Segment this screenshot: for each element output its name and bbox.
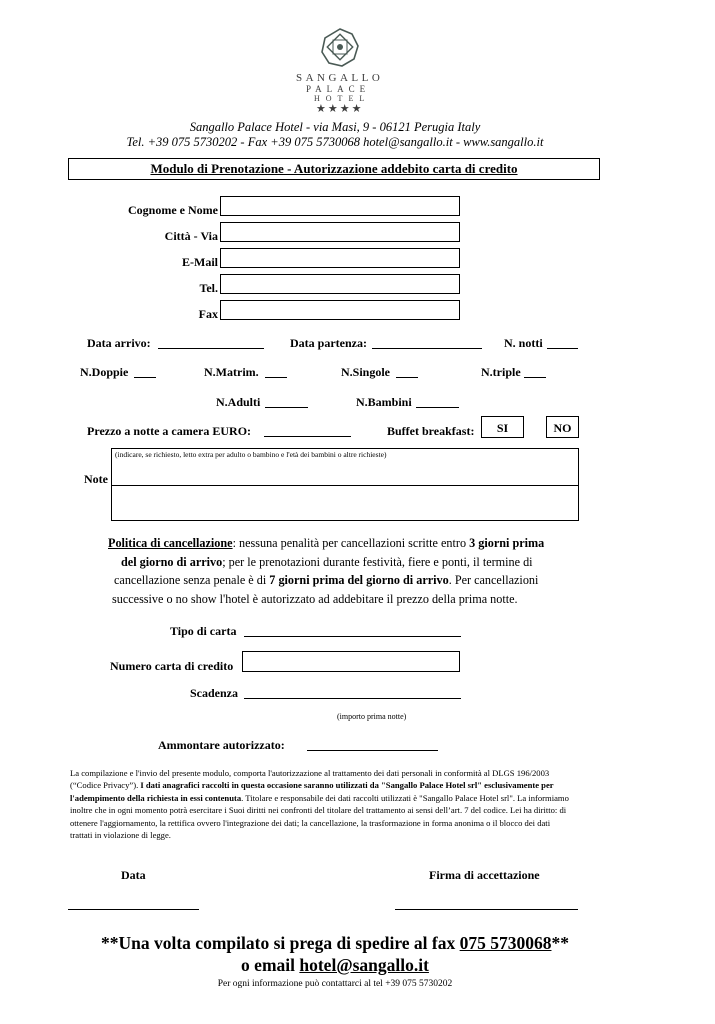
privacy-text-3b: . Titolare e responsabile dei dati raccolti utilizzati è "Sangallo Palace Hotel srl". La informiamo (241, 792, 569, 803)
expiry-label: Scadenza (190, 686, 238, 700)
doubles-field[interactable] (134, 377, 156, 378)
email-field[interactable] (220, 248, 460, 268)
form-title-box (68, 158, 600, 180)
policy-line-4 (108, 590, 578, 609)
buffet-no-option[interactable] (546, 416, 579, 438)
singles-label: N.Singole (341, 365, 391, 379)
tel-label: Tel. (199, 281, 218, 295)
policy-bold-1: 3 giorni prima (469, 536, 545, 550)
privacy-line-6: trattati in violazione di legge. (70, 830, 171, 841)
doubles-label: N.Doppie (80, 365, 129, 379)
card-type-field[interactable] (244, 636, 461, 637)
singles-field[interactable] (396, 377, 418, 378)
arrival-label: Data arrivo: (87, 336, 151, 350)
card-number-field[interactable] (242, 651, 460, 672)
arrival-field[interactable] (158, 348, 264, 349)
tel-field[interactable] (220, 274, 460, 294)
city-label: Città - Via (164, 229, 218, 243)
footer-fax-text: **Una volta compilato si prega di spedire al fax (101, 933, 460, 953)
footer-fax-stars: ** (551, 933, 569, 953)
departure-label: Data partenza: (290, 336, 367, 350)
children-label: N.Bambini (356, 395, 412, 409)
privacy-line-2 (70, 779, 610, 791)
buffet-label: Buffet breakfast: (387, 424, 475, 438)
amount-field[interactable] (307, 750, 438, 751)
nights-label: N. notti (504, 336, 543, 350)
date-field[interactable] (68, 909, 199, 910)
signature-label: Firma di accettazione (429, 868, 540, 882)
date-label: Data (121, 868, 146, 882)
policy-line-2 (108, 553, 578, 572)
privacy-line-3 (70, 792, 610, 804)
buffet-yes-label: SI (496, 421, 509, 435)
hotel-logo (296, 28, 390, 118)
policy-line-3 (108, 571, 578, 590)
price-label: Prezzo a notte a camera EURO: (87, 424, 252, 438)
footer-fax-line (0, 933, 670, 954)
email-label: E-Mail (182, 255, 218, 269)
city-field[interactable] (220, 222, 460, 242)
footer-email-link[interactable]: hotel@sangallo.it (299, 955, 429, 975)
departure-field[interactable] (372, 348, 482, 349)
privacy-notice (70, 767, 610, 841)
footer-email-text: o email (241, 955, 300, 975)
fax-label: Fax (198, 307, 218, 321)
hotel-address: Sangallo Palace Hotel - via Masi, 9 - 06121 Perugia Italy (189, 120, 481, 134)
notes-hint: (indicare, se richiesto, letto extra per adulto o bambino e l'età dei bambini o altre richieste) (115, 450, 387, 459)
policy-bold-2: del giorno di arrivo (121, 554, 223, 569)
nights-field[interactable] (547, 348, 578, 349)
privacy-line-4: inoltre che in ogni momento potrà esercitare i Suoi diritti nei confronti del titolare del trattamento ai sensi dell’art. 7 del codice. Lei ha diritto: di (70, 805, 567, 816)
notes-field[interactable] (111, 448, 579, 521)
children-field[interactable] (416, 407, 459, 408)
amount-hint: (importo prima notte) (337, 712, 407, 721)
policy-text-1: : nessuna penalità per cancellazioni scritte entro (232, 536, 470, 550)
amount-label: Ammontare autorizzato: (158, 738, 285, 752)
matrim-field[interactable] (265, 377, 287, 378)
privacy-text-2b: I dati anagrafici raccolti in questa occasione saranno utilizzati da "Sangallo Palace Hotel srl" esclusivamente per (140, 780, 554, 791)
matrim-label: N.Matrim. (204, 365, 259, 379)
expiry-field[interactable] (244, 698, 461, 699)
logo-palace-line: PALACE (306, 84, 371, 94)
privacy-text-2a: (“Codice Privacy”). (70, 780, 141, 791)
price-field[interactable] (264, 436, 351, 437)
fax-field[interactable] (220, 300, 460, 320)
buffet-yes-option[interactable] (481, 416, 524, 438)
policy-text-3: cancellazione senza penale è di (114, 573, 270, 587)
footer-contact: Per ogni informazione può contattarci al tel +39 075 5730202 (217, 979, 453, 989)
policy-text-4: . Per cancellazioni (448, 573, 539, 587)
adults-field[interactable] (265, 407, 308, 408)
privacy-line-1: La compilazione e l'invio del presente modulo, comporta l'autorizzazione al trattamento dei dati personali in conformità al DLGS 196/2003 (70, 768, 550, 778)
buffet-no-label: NO (553, 421, 572, 435)
policy-line-1 (108, 534, 578, 553)
policy-text-5: successive o no show l'hotel è autorizzato ad addebitare il prezzo della prima notte. (112, 591, 518, 606)
signature-field[interactable] (395, 909, 578, 910)
form-title: Modulo di Prenotazione - Autorizzazione addebito carta di credito (150, 161, 518, 176)
footer-email-line (0, 955, 670, 976)
triples-label: N.triple (481, 365, 521, 379)
card-number-label: Numero carta di credito (110, 659, 234, 673)
surname-field[interactable] (220, 196, 460, 216)
logo-name-line: SANGALLO (296, 72, 384, 84)
footer-fax-number: 075 5730068 (459, 933, 552, 953)
card-type-label: Tipo di carta (170, 624, 237, 638)
privacy-line-5: ottenere l'aggiornamento, la rettifica ovvero l'integrazione dei dati; la cancellazione, la trasformazione in forma anonima o il blocco dei dati (70, 817, 551, 828)
notes-divider (112, 485, 578, 486)
adults-label: N.Adulti (216, 395, 261, 409)
privacy-text-3a: l'adempimento della richiesta in essi contenuta (70, 792, 242, 803)
cancellation-policy (108, 534, 578, 608)
policy-bold-3: 7 giorni prima del giorno di arrivo (269, 573, 449, 587)
surname-label: Cognome e Nome (128, 203, 218, 217)
policy-title: Politica di cancellazione (108, 536, 233, 550)
hotel-emblem-icon (320, 28, 360, 68)
logo-stars: ★★★★ (316, 102, 364, 115)
notes-label: Note (84, 472, 108, 486)
logo-hotel-line: HOTEL (314, 94, 371, 103)
policy-text-2: ; per le prenotazioni durante festività, fiere e ponti, il termine di (222, 554, 533, 569)
hotel-contacts: Tel. +39 075 5730202 - Fax +39 075 5730068 hotel@sangallo.it - www.sangallo.it (126, 135, 544, 149)
triples-field[interactable] (524, 377, 546, 378)
